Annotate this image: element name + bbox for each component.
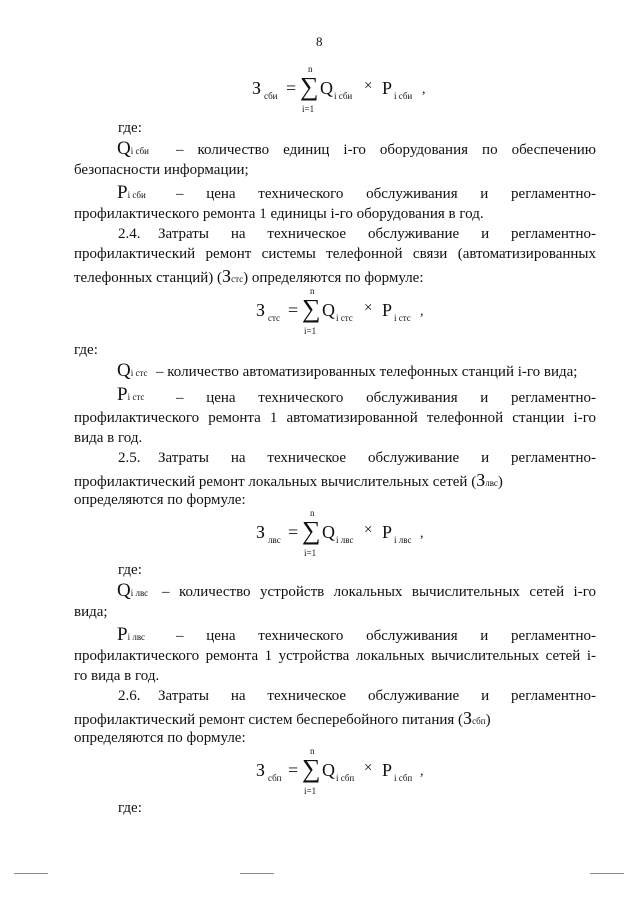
formula-q: Q <box>320 78 333 98</box>
formula-lhs: З <box>252 78 262 98</box>
sum-sign: ∑ <box>302 516 321 545</box>
s24-line1: Затраты на техническое обслуживание и регламентно- <box>158 226 596 242</box>
where-label: где: <box>118 120 142 136</box>
formula-times: × <box>364 300 373 316</box>
def-symbol-q: Qi лвс <box>117 580 149 601</box>
formula-lhs-sub: сбп <box>268 773 282 783</box>
formula-lhs: З <box>256 300 266 320</box>
def-q-sbi-line1: – количество единиц i-го оборудования по обеспечению <box>176 142 596 158</box>
formula-p-sub: i лвс <box>394 535 412 545</box>
sum-sign: ∑ <box>302 294 321 323</box>
formula-p: P <box>382 300 393 320</box>
s25-line1: Затраты на техническое обслуживание и регламентно- <box>158 450 596 466</box>
def-p-sbi-line1: – цена технического обслуживания и регламентно- <box>176 186 596 202</box>
where-label: где: <box>118 800 142 816</box>
def-q-lvs-line1: – количество устройств локальных вычислительных сетей i-го <box>162 584 596 600</box>
s25-line3: определяются по формуле: <box>74 492 246 508</box>
s25-line2: профилактический ремонт локальных вычислительных сетей (Злвс) <box>74 470 503 490</box>
formula-eq: = <box>286 78 297 98</box>
def-p-sbi-line2: профилактического ремонта 1 единицы i-го оборудования в год. <box>74 206 484 222</box>
formula-eq: = <box>288 522 299 542</box>
def-symbol-q: Qi сби <box>117 138 149 159</box>
s24-line2: профилактический ремонт системы телефонной связи (автоматизированных <box>74 246 596 262</box>
def-p-lvs-line3: го вида в год. <box>74 668 160 684</box>
formula-eq: = <box>288 760 299 780</box>
sum-upper: n <box>308 64 313 74</box>
def-symbol-q: Qi стс <box>117 360 148 381</box>
s26-line3: определяются по формуле: <box>74 730 246 746</box>
formula-q: Q <box>322 522 335 542</box>
formula-p: P <box>382 522 393 542</box>
formula-sbi <box>252 62 432 114</box>
formula-tail: , <box>420 526 424 541</box>
formula-tail: , <box>420 304 424 319</box>
where-label: где: <box>118 562 142 578</box>
def-symbol-p: Pi сби <box>117 182 146 203</box>
formula-lvs <box>256 506 436 558</box>
formula-stc <box>256 284 436 336</box>
sum-lower: i=1 <box>304 548 317 558</box>
def-p-lvs-line2: профилактического ремонта 1 устройства локальных вычислительных сетей i- <box>74 648 596 664</box>
section-number: 2.6. <box>118 688 141 704</box>
section-number: 2.4. <box>118 226 141 242</box>
def-symbol-p: Pi стс <box>117 384 145 405</box>
formula-p-sub: i сби <box>394 91 413 101</box>
def-symbol-p: Pi лвс <box>117 624 146 645</box>
formula-tail: , <box>420 764 424 779</box>
formula-lhs-sub: лвс <box>268 535 281 545</box>
formula-lhs: З <box>256 522 266 542</box>
formula-sbp <box>256 744 436 796</box>
sum-upper: n <box>310 746 315 756</box>
formula-p: P <box>382 760 393 780</box>
s24-line3: телефонных станций) (Зстс) определяются по формуле: <box>74 266 424 286</box>
def-p-lvs-line1: – цена технического обслуживания и регламентно- <box>176 628 596 644</box>
formula-tail: , <box>422 82 426 97</box>
def-p-stc-line1: – цена технического обслуживания и регламентно- <box>176 390 596 406</box>
formula-q-sub: i лвс <box>336 535 354 545</box>
sum-sign: ∑ <box>302 754 321 783</box>
def-q-stc-text: – количество автоматизированных телефонных станций i-го вида; <box>156 364 578 380</box>
formula-times: × <box>364 760 373 776</box>
def-q-lvs-line2: вида; <box>74 604 108 620</box>
sum-lower: i=1 <box>302 104 315 114</box>
formula-times: × <box>364 522 373 538</box>
s26-line2: профилактический ремонт систем бесперебойного питания (Зсбп) <box>74 708 491 728</box>
footer-divider <box>14 873 48 874</box>
formula-lhs-sub: стс <box>268 313 281 323</box>
where-label: где: <box>74 342 98 358</box>
formula-lhs: З <box>256 760 266 780</box>
sum-sign: ∑ <box>300 72 319 101</box>
formula-eq: = <box>288 300 299 320</box>
page-number: 8 <box>316 34 323 49</box>
formula-times: × <box>364 78 373 94</box>
formula-p: P <box>382 78 393 98</box>
s26-line1: Затраты на техническое обслуживание и регламентно- <box>158 688 596 704</box>
sum-lower: i=1 <box>304 786 317 796</box>
formula-p-sub: i сбп <box>394 773 413 783</box>
formula-lhs-sub: сби <box>264 91 278 101</box>
footer-divider <box>240 873 274 874</box>
formula-p-sub: i стс <box>394 313 411 323</box>
formula-q: Q <box>322 300 335 320</box>
formula-q-sub: i стс <box>336 313 353 323</box>
sum-upper: n <box>310 286 315 296</box>
def-p-stc-line2: профилактического ремонта 1 автоматизированной телефонной станции i-го <box>74 410 596 426</box>
footer-divider <box>590 873 624 874</box>
def-p-stc-line3: вида в год. <box>74 430 143 446</box>
formula-q-sub: i сбп <box>336 773 355 783</box>
formula-q: Q <box>322 760 335 780</box>
sum-lower: i=1 <box>304 326 317 336</box>
section-number: 2.5. <box>118 450 141 466</box>
sum-upper: n <box>310 508 315 518</box>
def-q-sbi-line2: безопасности информации; <box>74 162 249 178</box>
formula-q-sub: i сби <box>334 91 353 101</box>
